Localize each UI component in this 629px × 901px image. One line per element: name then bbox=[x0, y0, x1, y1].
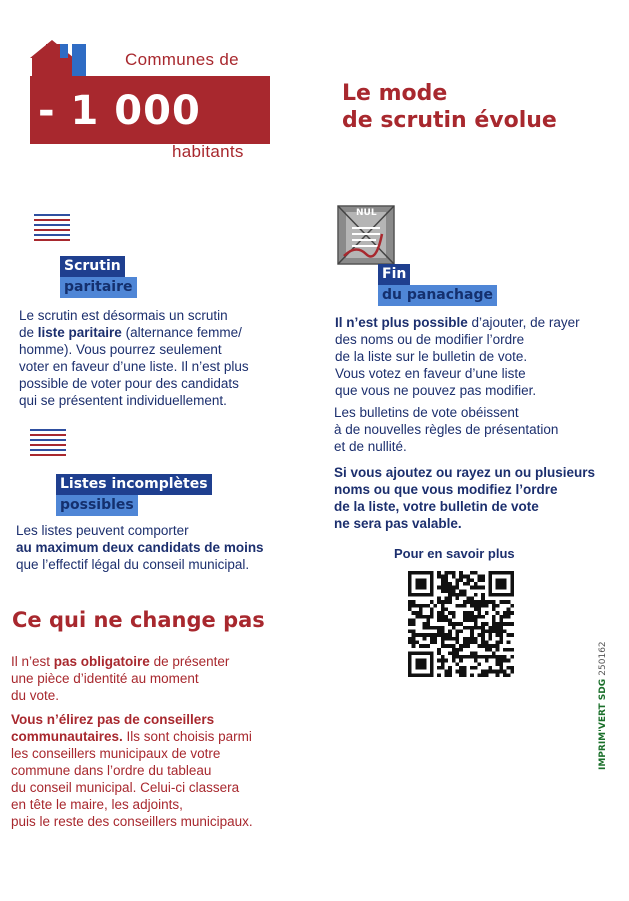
listes-line-1: Les listes peuvent comporter bbox=[16, 523, 189, 538]
listes-incompletes-label bbox=[56, 474, 212, 516]
scrutin-line-5: possible de voter pour des candidats bbox=[19, 376, 239, 391]
stripes-icon bbox=[34, 214, 70, 244]
scrutin-line-1: Le scrutin est désormais un scrutin bbox=[19, 308, 228, 323]
change-p1-line-1c: de présenter bbox=[149, 654, 230, 669]
change-p2-line-4: commune dans l’ordre du tableau bbox=[11, 763, 212, 778]
label-paritaire: paritaire bbox=[60, 277, 137, 298]
change-p1-line-3: du vote. bbox=[11, 688, 60, 703]
panachage-p1-line-4: Vous votez en faveur d’une liste bbox=[335, 366, 526, 381]
listes-line-2-bold: au maximum deux candidats de moins bbox=[16, 540, 264, 555]
change-p2-line-2-bold: communautaires. bbox=[11, 729, 123, 744]
habitants-label: habitants bbox=[172, 142, 244, 161]
pour-en-savoir-plus-label: Pour en savoir plus bbox=[394, 546, 515, 561]
scrutin-line-2b: liste paritaire bbox=[37, 325, 122, 340]
qr-code-icon[interactable] bbox=[408, 570, 514, 678]
panachage-paragraph-2 bbox=[334, 404, 558, 455]
panachage-paragraph-1 bbox=[335, 314, 580, 399]
imprim-vert-mark bbox=[598, 641, 608, 770]
listes-line-3: que l’effectif légal du conseil municipal. bbox=[16, 557, 250, 572]
fin-du-panachage-label bbox=[378, 264, 497, 306]
change-p2-line-1 bbox=[11, 711, 253, 728]
print-code: 250162 bbox=[598, 641, 608, 676]
scrutin-paragraph bbox=[19, 307, 249, 409]
ballot-nul-text: NUL bbox=[356, 208, 377, 218]
sdg-text: SDG bbox=[598, 678, 608, 701]
imprim-vert-logo-text: IMPRIM'VERT bbox=[598, 703, 608, 770]
panachage-p2-line-1: Les bulletins de vote obéissent bbox=[334, 405, 519, 420]
listes-line-2 bbox=[16, 539, 264, 556]
panachage-p2-line-3: et de nullité. bbox=[334, 439, 407, 454]
panachage-p1-line-1 bbox=[335, 314, 580, 331]
change-p2-line-3: les conseillers municipaux de votre bbox=[11, 746, 221, 761]
change-p1-line-1b: pas obligatoire bbox=[53, 654, 150, 669]
population-threshold: - 1 000 bbox=[38, 88, 201, 134]
scrutin-line-4: voter en faveur d’une liste. Il n’est plus bbox=[19, 359, 249, 374]
scrutin-line-2c: (alternance femme/ bbox=[121, 325, 242, 340]
change-paragraph-1 bbox=[11, 653, 229, 704]
panachage-p1-line-5: que vous ne pouvez pas modifier. bbox=[335, 383, 537, 398]
change-p1-line-1 bbox=[11, 653, 229, 670]
panachage-p1-line-2: des noms ou de modifier l’ordre bbox=[335, 332, 525, 347]
page-title-line-2: de scrutin évolue bbox=[342, 108, 557, 133]
house-icon-blue-wall bbox=[72, 44, 86, 80]
change-p2-line-1-bold: Vous n’élirez pas de conseillers bbox=[11, 712, 215, 727]
scrutin-line-2 bbox=[19, 324, 249, 341]
change-p2-line-2 bbox=[11, 728, 253, 745]
panachage-p2-line-2: à de nouvelles règles de présentation bbox=[334, 422, 559, 437]
change-p2-line-5: du conseil municipal. Celui-ci classera bbox=[11, 780, 240, 795]
panachage-p3-line-1: Si vous ajoutez ou rayez un ou plusieurs bbox=[334, 465, 596, 480]
scrutin-paritaire-label bbox=[60, 256, 137, 298]
panachage-p1-line-3: de la liste sur le bulletin de vote. bbox=[335, 349, 528, 364]
scrutin-line-3: homme). Vous pourrez seulement bbox=[19, 342, 222, 357]
change-p1-line-1a: Il n’est bbox=[11, 654, 54, 669]
label-possibles: possibles bbox=[56, 495, 138, 516]
change-paragraph-2 bbox=[11, 711, 253, 830]
panachage-p3-line-3: de la liste, votre bulletin de vote bbox=[334, 499, 539, 514]
label-scrutin: Scrutin bbox=[60, 256, 125, 277]
label-du-panachage: du panachage bbox=[378, 285, 497, 306]
change-p2-line-2-rest: Ils sont choisis parmi bbox=[122, 729, 252, 744]
scrutin-line-2a: de bbox=[19, 325, 38, 340]
page-title-line-1: Le mode bbox=[342, 81, 448, 106]
page-title bbox=[342, 80, 557, 134]
change-p2-line-7: puis le reste des conseillers municipaux. bbox=[11, 814, 253, 829]
listes-paragraph bbox=[16, 522, 264, 573]
panachage-paragraph-3 bbox=[334, 464, 595, 532]
change-p2-line-6: en tête le maire, les adjoints, bbox=[11, 797, 183, 812]
panachage-p3-line-4: ne sera pas valable. bbox=[334, 516, 462, 531]
panachage-p1-line-1-bold: Il n’est plus possible bbox=[335, 315, 468, 330]
change-p1-line-2: une pièce d’identité au moment bbox=[11, 671, 199, 686]
panachage-p1-line-1-rest: d’ajouter, de rayer bbox=[467, 315, 580, 330]
communes-de-label: Communes de bbox=[125, 50, 239, 69]
panachage-p3-line-2: noms ou que vous modifiez l’ordre bbox=[334, 482, 558, 497]
label-listes-incompletes: Listes incomplètes bbox=[56, 474, 212, 495]
section-title-ce-qui-ne-change-pas: Ce qui ne change pas bbox=[12, 608, 265, 632]
stripes-icon bbox=[30, 429, 66, 459]
label-fin: Fin bbox=[378, 264, 410, 285]
scrutin-line-6: qui se présentent individuellement. bbox=[19, 393, 227, 408]
